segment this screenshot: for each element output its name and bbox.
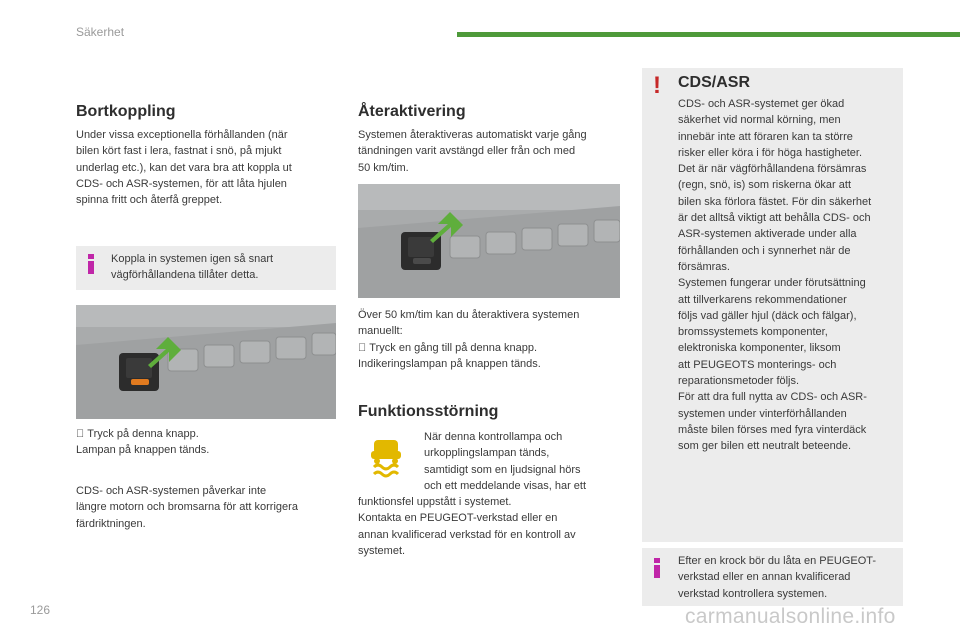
bortkoppling-step-text: Tryck på denna knapp. Lampan på knappen tänds. [76,428,210,457]
ateraktivering-intro-text: Systemen återaktiveras automatiskt varje gång tändningen varit avstängd eller från och med 50 km/tim. [358,129,587,174]
fault-rest-text-body: funktionsfel uppstått i systemet. Kontakta en PEUGEOT-verkstad eller en annan kvalificerad verkstad för en kontroll av systemet. [358,496,576,557]
fault-side-text [424,429,624,494]
button-photo-reactivate [358,184,620,298]
info-reconnect-text: Koppla in systemen igen så snart vägförhållandena tillåter detta. [111,253,274,282]
cds-asr-body-text: CDS- och ASR-systemet ger ökad säkerhet vid normal körning, men innebär inte att föraren kan ta större risker eller köra i för höga hastigheter. Det är när vägförhållandena försämras (regn, snö, is) som riskerna ökar att bilen ska förlora fästet. För din säkerhet är det alltså viktigt att behålla CDS- och ASR-systemen aktiverade under alla förhållanden och i synnerhet när de försämras. Systemen fungerar under förutsättning att tillverkarens rekommendationer följs vad gäller hjul (däck och fälgar), bromssystemets komponenter, elektroniska komponenter, liksom att PEUGEOTS monterings- och reparationsmetoder följs. För att dra full nytta av CDS- och ASR- systemen under vinterförhållanden måste bilen förses med fyra vinterdäck som ger bilen ett neutralt beteende. [678,98,872,453]
ateraktivering-heading: Återaktivering [358,103,466,120]
page-number: 126 [30,603,51,617]
bortkoppling-note-text: CDS- och ASR-systemen påverkar inte längre motorn och bromsarna för att korrigera färdriktningen. [76,485,298,530]
fault-side-text-body: När denna kontrollampa och urkopplingslampan tänds, samtidigt som en ljudsignal hörs och ett meddelande visas, har ett [424,431,587,492]
button-photo-disable [76,305,336,419]
info-reconnect-text-wrap [111,251,331,284]
cds-asr-body [678,96,900,455]
info-icon [654,558,660,578]
section-label: Säkerhet [76,25,125,39]
skid-warning-icon [366,434,406,478]
switch-panel-illustration [76,305,336,419]
info-crash-text-wrap [678,553,900,602]
ateraktivering-manual [358,307,620,372]
cds-asr-heading: CDS/ASR [678,74,751,91]
info-icon [88,254,94,274]
bortkoppling-heading: Bortkoppling [76,103,176,120]
fault-rest-text [358,494,620,559]
bortkoppling-step [76,426,338,459]
ateraktivering-manual-text: Över 50 km/tim kan du återaktivera systemen manuellt: Tryck en gång till på denna knapp. Indikeringslampan på knappen tänds. [358,309,580,370]
funktionsstorning-heading: Funktionsstörning [358,403,499,420]
header-rule [457,32,960,37]
info-box-reconnect [76,246,336,290]
switch-panel-illustration-2 [358,184,620,298]
bortkoppling-intro-text: Under vissa exceptionella förhållanden (när bilen kört fast i lera, fastnat i snö, på mjukt underlag etc.), kan det vara bra att koppla ut CDS- och ASR-systemen, för att låta hjulen spinna fritt och återfå greppet. [76,129,292,207]
watermark: carmanualsonline.info [685,605,896,628]
info-box-crash [642,548,903,606]
warning-exclamation-icon: ! [653,72,661,99]
ateraktivering-intro [358,127,620,176]
bortkoppling-note [76,483,338,532]
bortkoppling-intro [76,127,338,208]
info-crash-text: Efter en krock bör du låta en PEUGEOT- verkstad eller en annan kvalificerad verkstad kontrollera systemen. [678,555,877,600]
